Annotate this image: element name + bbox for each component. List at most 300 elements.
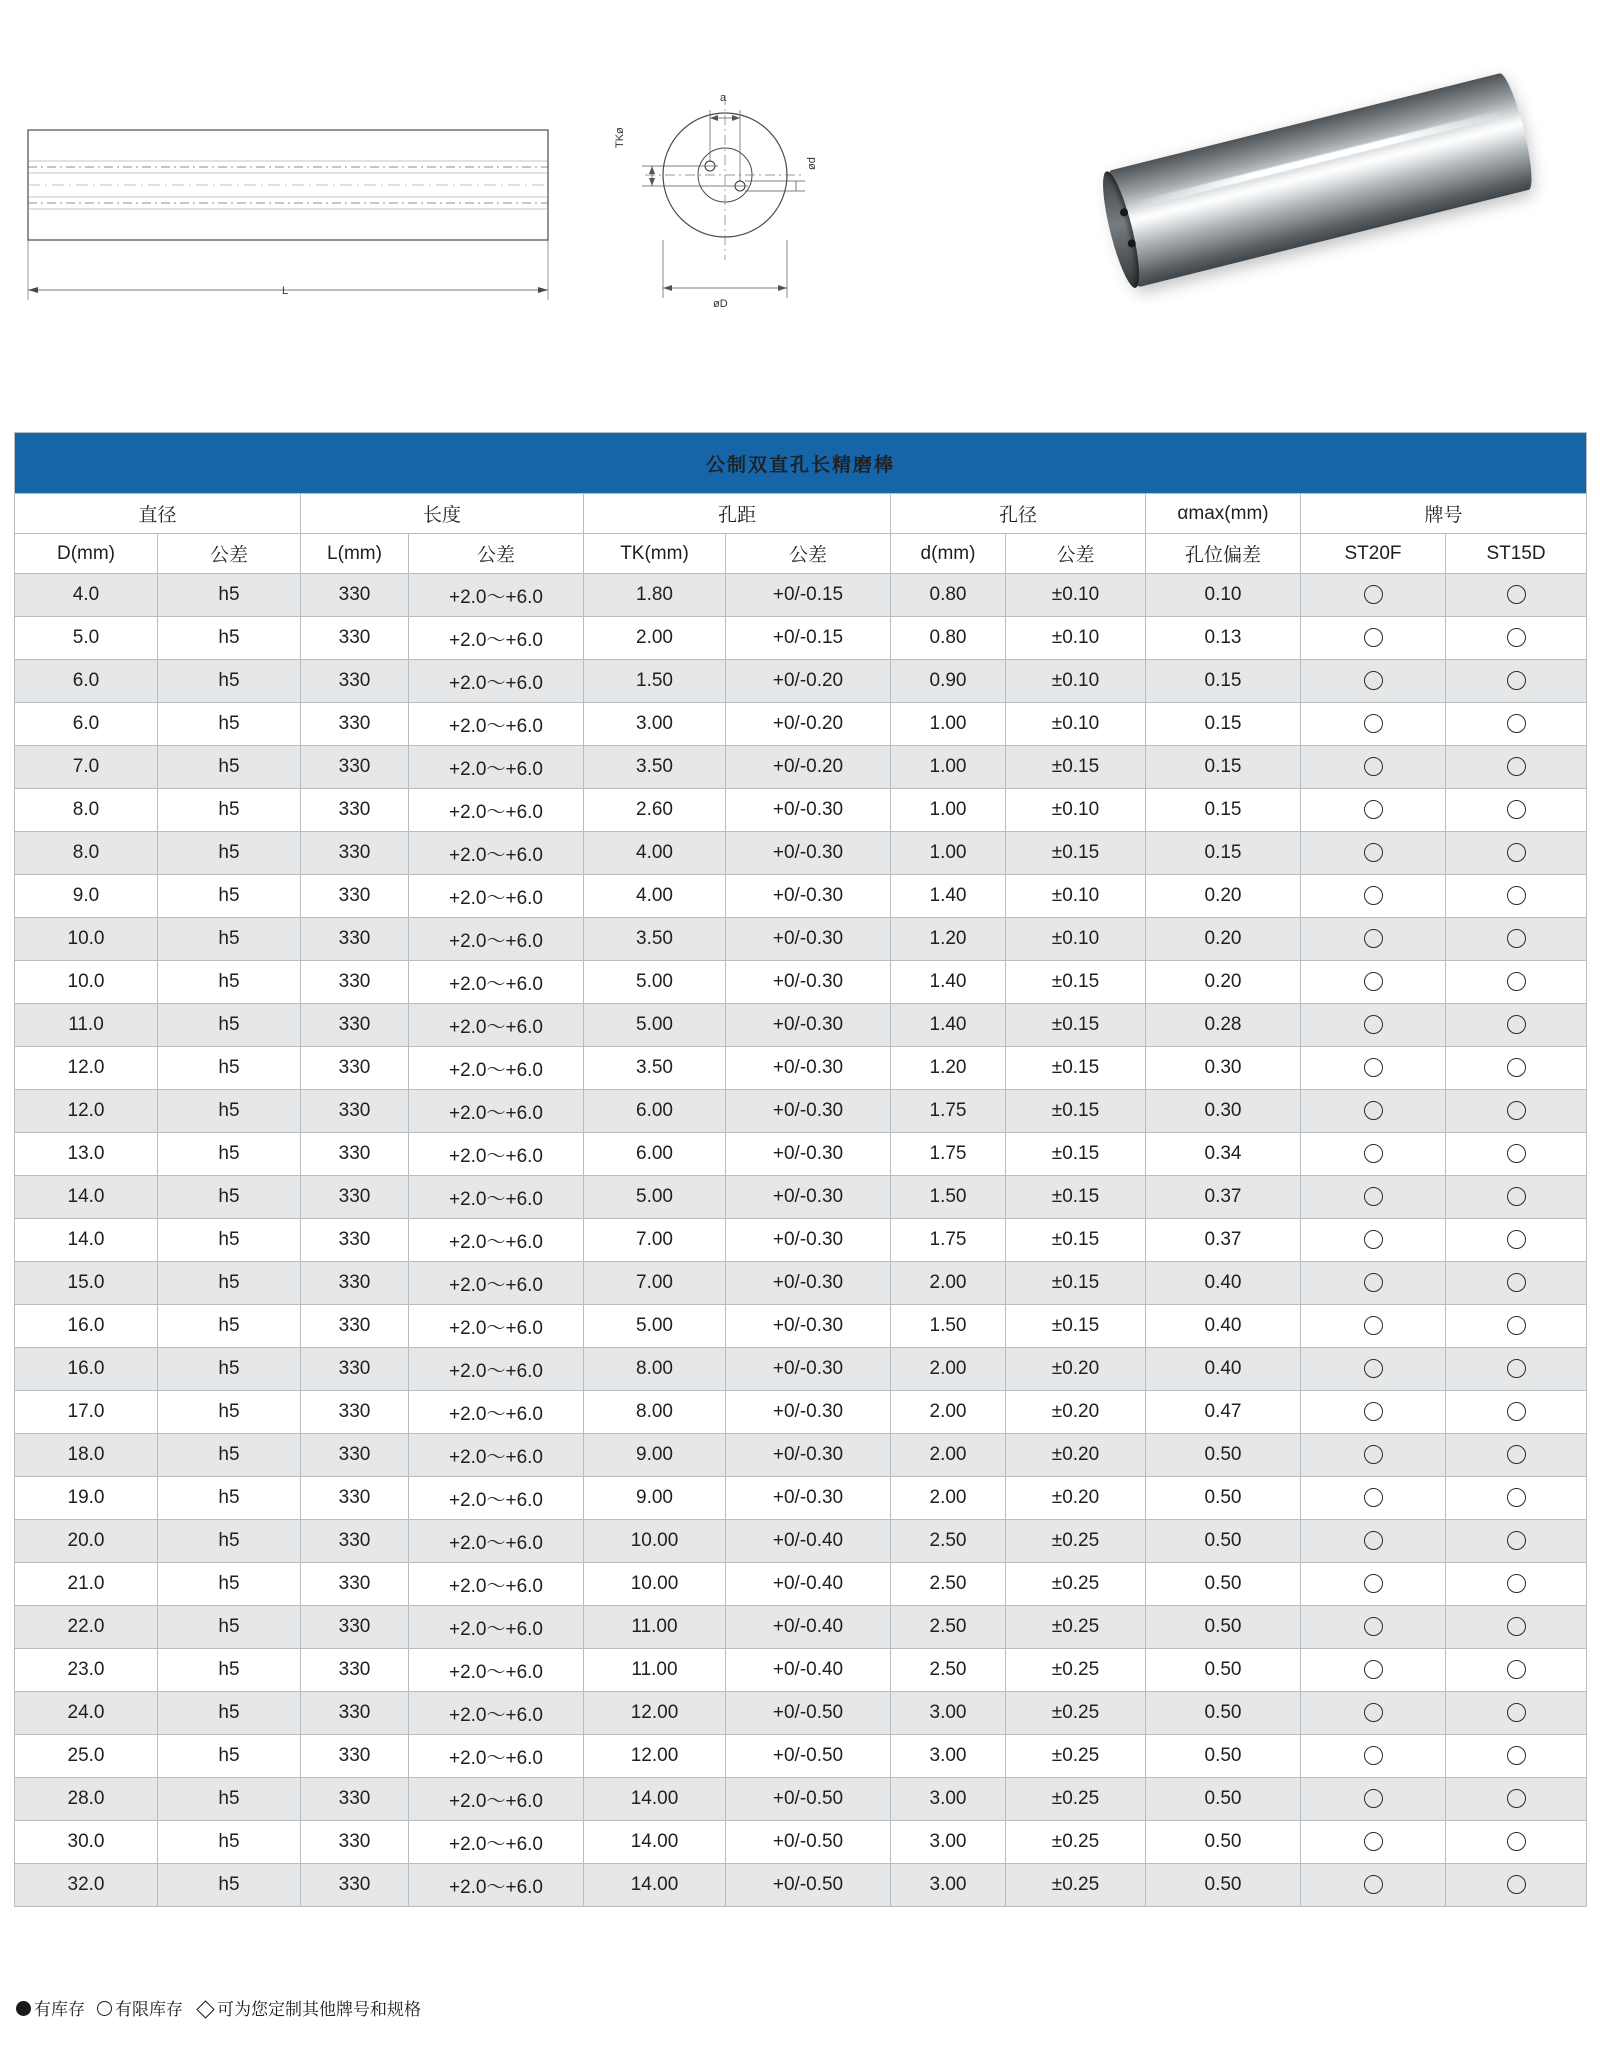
cell-alpha-max: 0.15 — [1146, 660, 1301, 703]
grade-st20f-mark — [1301, 1348, 1446, 1391]
cell-TK-tolerance: +0/-0.40 — [726, 1649, 891, 1692]
cell-D: 19.0 — [15, 1477, 158, 1520]
grade-st15d-mark — [1446, 875, 1587, 918]
cell-TK: 3.00 — [584, 703, 726, 746]
cell-alpha-max: 0.30 — [1146, 1090, 1301, 1133]
spec-table — [14, 432, 1587, 1907]
cell-L: 330 — [301, 1219, 409, 1262]
cell-L: 330 — [301, 1348, 409, 1391]
cell-alpha-max: 0.50 — [1146, 1563, 1301, 1606]
cell-L: 330 — [301, 961, 409, 1004]
cell-L-tolerance: +2.0〜+6.0 — [409, 832, 584, 875]
cell-d-tolerance: ±0.15 — [1006, 1176, 1146, 1219]
cell-L: 330 — [301, 1821, 409, 1864]
subheader-D-tol: 公差 — [158, 534, 301, 574]
table-row — [15, 1477, 1587, 1520]
open-circle-icon — [1507, 929, 1526, 948]
cell-D-tolerance: h5 — [158, 1004, 301, 1047]
table-row — [15, 1133, 1587, 1176]
cell-alpha-max: 0.40 — [1146, 1262, 1301, 1305]
cell-alpha-max: 0.50 — [1146, 1821, 1301, 1864]
cell-d: 1.75 — [891, 1219, 1006, 1262]
cell-d-tolerance: ±0.25 — [1006, 1735, 1146, 1778]
open-circle-icon — [1507, 1101, 1526, 1120]
group-header-hole-diameter: 孔径 — [891, 494, 1146, 534]
cell-TK: 9.00 — [584, 1434, 726, 1477]
grade-st20f-mark — [1301, 1133, 1446, 1176]
open-circle-icon — [1507, 1058, 1526, 1077]
cell-alpha-max: 0.15 — [1146, 746, 1301, 789]
cell-d: 2.00 — [891, 1262, 1006, 1305]
table-row — [15, 1649, 1587, 1692]
cell-d-tolerance: ±0.25 — [1006, 1563, 1146, 1606]
open-circle-icon — [1364, 1574, 1383, 1593]
open-circle-icon — [1507, 628, 1526, 647]
cell-D-tolerance: h5 — [158, 1520, 301, 1563]
cell-L: 330 — [301, 1090, 409, 1133]
cell-L: 330 — [301, 1434, 409, 1477]
cell-d-tolerance: ±0.10 — [1006, 875, 1146, 918]
grade-st20f-mark — [1301, 1563, 1446, 1606]
cell-TK: 14.00 — [584, 1778, 726, 1821]
open-circle-icon — [1364, 1703, 1383, 1722]
cell-L-tolerance: +2.0〜+6.0 — [409, 660, 584, 703]
cell-TK: 5.00 — [584, 1305, 726, 1348]
cell-alpha-max: 0.15 — [1146, 789, 1301, 832]
cell-TK: 5.00 — [584, 961, 726, 1004]
cell-D-tolerance: h5 — [158, 1606, 301, 1649]
cell-TK: 3.50 — [584, 918, 726, 961]
cell-L-tolerance: +2.0〜+6.0 — [409, 1434, 584, 1477]
cell-TK: 12.00 — [584, 1735, 726, 1778]
cell-D-tolerance: h5 — [158, 1047, 301, 1090]
cell-d: 1.40 — [891, 875, 1006, 918]
cell-D: 9.0 — [15, 875, 158, 918]
cell-L-tolerance: +2.0〜+6.0 — [409, 1778, 584, 1821]
table-row — [15, 1864, 1587, 1907]
cell-TK: 11.00 — [584, 1649, 726, 1692]
cell-alpha-max: 0.40 — [1146, 1305, 1301, 1348]
cell-D: 14.0 — [15, 1219, 158, 1262]
open-circle-icon — [1364, 757, 1383, 776]
grade-st15d-mark — [1446, 1047, 1587, 1090]
cell-d: 1.75 — [891, 1133, 1006, 1176]
cell-TK: 8.00 — [584, 1391, 726, 1434]
cross-section-svg — [600, 70, 850, 330]
grade-st15d-mark — [1446, 1563, 1587, 1606]
cell-L: 330 — [301, 832, 409, 875]
cell-d: 1.75 — [891, 1090, 1006, 1133]
cell-TK: 12.00 — [584, 1692, 726, 1735]
grade-st20f-mark — [1301, 617, 1446, 660]
group-header-alpha-max: αmax(mm) — [1146, 494, 1301, 534]
cell-TK-tolerance: +0/-0.30 — [726, 1047, 891, 1090]
table-row — [15, 832, 1587, 875]
cell-D: 5.0 — [15, 617, 158, 660]
table-row — [15, 789, 1587, 832]
cell-D: 20.0 — [15, 1520, 158, 1563]
spec-table-container — [14, 432, 1586, 1907]
open-circle-icon — [1364, 1402, 1383, 1421]
table-row — [15, 660, 1587, 703]
cell-D: 16.0 — [15, 1305, 158, 1348]
open-circle-icon — [1507, 1832, 1526, 1851]
table-row — [15, 574, 1587, 617]
table-row — [15, 1821, 1587, 1864]
grade-st20f-mark — [1301, 1821, 1446, 1864]
cell-TK-tolerance: +0/-0.30 — [726, 1133, 891, 1176]
table-row — [15, 1348, 1587, 1391]
cell-D: 4.0 — [15, 574, 158, 617]
cell-d-tolerance: ±0.15 — [1006, 746, 1146, 789]
cell-d-tolerance: ±0.20 — [1006, 1434, 1146, 1477]
cell-d-tolerance: ±0.25 — [1006, 1649, 1146, 1692]
cell-d: 2.00 — [891, 1348, 1006, 1391]
cell-D: 15.0 — [15, 1262, 158, 1305]
grade-st15d-mark — [1446, 1649, 1587, 1692]
cell-TK: 3.50 — [584, 746, 726, 789]
cell-D: 21.0 — [15, 1563, 158, 1606]
side-view-drawing — [20, 95, 560, 315]
table-row — [15, 1047, 1587, 1090]
table-row — [15, 617, 1587, 660]
cell-alpha-max: 0.37 — [1146, 1219, 1301, 1262]
cell-D-tolerance: h5 — [158, 1692, 301, 1735]
cell-L: 330 — [301, 1004, 409, 1047]
cell-TK: 6.00 — [584, 1090, 726, 1133]
cell-D: 12.0 — [15, 1047, 158, 1090]
cell-D: 7.0 — [15, 746, 158, 789]
cell-D-tolerance: h5 — [158, 1434, 301, 1477]
cell-d: 0.90 — [891, 660, 1006, 703]
open-circle-icon — [1507, 1144, 1526, 1163]
cell-TK: 5.00 — [584, 1004, 726, 1047]
cell-L-tolerance: +2.0〜+6.0 — [409, 1735, 584, 1778]
cell-d: 2.50 — [891, 1563, 1006, 1606]
cell-TK-tolerance: +0/-0.30 — [726, 1176, 891, 1219]
cell-D: 24.0 — [15, 1692, 158, 1735]
filled-circle-icon — [16, 2001, 31, 2016]
grade-st15d-mark — [1446, 1606, 1587, 1649]
legend-custom: 可为您定制其他牌号和规格 — [217, 2000, 421, 2019]
cell-L-tolerance: +2.0〜+6.0 — [409, 1520, 584, 1563]
cell-d: 2.50 — [891, 1520, 1006, 1563]
cell-TK-tolerance: +0/-0.30 — [726, 1305, 891, 1348]
cell-d-tolerance: ±0.10 — [1006, 789, 1146, 832]
open-circle-icon — [1364, 886, 1383, 905]
cell-L: 330 — [301, 1176, 409, 1219]
grade-st20f-mark — [1301, 918, 1446, 961]
grade-st20f-mark — [1301, 1047, 1446, 1090]
open-circle-icon — [1364, 1316, 1383, 1335]
legend-limited-stock: 有限库存 — [115, 2000, 183, 2019]
cell-alpha-max: 0.34 — [1146, 1133, 1301, 1176]
cell-TK: 8.00 — [584, 1348, 726, 1391]
cell-alpha-max: 0.50 — [1146, 1735, 1301, 1778]
cell-d: 0.80 — [891, 617, 1006, 660]
cell-TK: 10.00 — [584, 1520, 726, 1563]
subheader-L: L(mm) — [301, 534, 409, 574]
cell-D-tolerance: h5 — [158, 789, 301, 832]
cell-L-tolerance: +2.0〜+6.0 — [409, 1004, 584, 1047]
cell-TK: 9.00 — [584, 1477, 726, 1520]
grade-st20f-mark — [1301, 1520, 1446, 1563]
cell-TK-tolerance: +0/-0.50 — [726, 1778, 891, 1821]
cell-TK-tolerance: +0/-0.30 — [726, 789, 891, 832]
grade-st15d-mark — [1446, 789, 1587, 832]
cell-L-tolerance: +2.0〜+6.0 — [409, 1606, 584, 1649]
cell-TK-tolerance: +0/-0.30 — [726, 1477, 891, 1520]
open-circle-icon — [1364, 671, 1383, 690]
open-circle-icon — [1364, 1488, 1383, 1507]
cell-TK: 11.00 — [584, 1606, 726, 1649]
cell-D-tolerance: h5 — [158, 703, 301, 746]
cell-d: 3.00 — [891, 1778, 1006, 1821]
cell-d: 3.00 — [891, 1692, 1006, 1735]
cell-D-tolerance: h5 — [158, 1563, 301, 1606]
cell-d: 1.50 — [891, 1305, 1006, 1348]
cell-d: 1.00 — [891, 746, 1006, 789]
cell-d-tolerance: ±0.20 — [1006, 1348, 1146, 1391]
table-title: 公制双直孔长精磨棒 — [15, 433, 1587, 494]
open-circle-icon — [1507, 714, 1526, 733]
cell-alpha-max: 0.50 — [1146, 1692, 1301, 1735]
cell-L-tolerance: +2.0〜+6.0 — [409, 875, 584, 918]
open-circle-icon — [1507, 1445, 1526, 1464]
cell-d-tolerance: ±0.15 — [1006, 1047, 1146, 1090]
grade-st15d-mark — [1446, 1090, 1587, 1133]
cell-L-tolerance: +2.0〜+6.0 — [409, 1090, 584, 1133]
cell-TK: 4.00 — [584, 875, 726, 918]
cell-alpha-max: 0.50 — [1146, 1434, 1301, 1477]
cell-D-tolerance: h5 — [158, 1305, 301, 1348]
grade-st15d-mark — [1446, 961, 1587, 1004]
cell-TK-tolerance: +0/-0.30 — [726, 1391, 891, 1434]
open-circle-icon — [1364, 1660, 1383, 1679]
cell-TK-tolerance: +0/-0.40 — [726, 1520, 891, 1563]
open-circle-icon — [1364, 585, 1383, 604]
open-circle-icon — [1364, 714, 1383, 733]
cell-L: 330 — [301, 660, 409, 703]
table-row — [15, 1692, 1587, 1735]
cell-TK: 2.60 — [584, 789, 726, 832]
open-circle-icon — [1364, 1015, 1383, 1034]
open-circle-icon — [1507, 671, 1526, 690]
cell-TK-tolerance: +0/-0.15 — [726, 574, 891, 617]
cell-D-tolerance: h5 — [158, 1864, 301, 1907]
open-circle-icon — [1507, 1187, 1526, 1206]
cell-TK: 7.00 — [584, 1262, 726, 1305]
grade-st20f-mark — [1301, 1391, 1446, 1434]
cell-d: 3.00 — [891, 1821, 1006, 1864]
open-circle-icon — [1507, 1531, 1526, 1550]
grade-st20f-mark — [1301, 961, 1446, 1004]
grade-st20f-mark — [1301, 1434, 1446, 1477]
cell-alpha-max: 0.50 — [1146, 1864, 1301, 1907]
cell-D-tolerance: h5 — [158, 1090, 301, 1133]
grade-st20f-mark — [1301, 789, 1446, 832]
open-circle-icon — [1507, 1617, 1526, 1636]
cell-L: 330 — [301, 1778, 409, 1821]
side-view-svg — [20, 95, 560, 315]
cell-L-tolerance: +2.0〜+6.0 — [409, 1649, 584, 1692]
subheader-d: d(mm) — [891, 534, 1006, 574]
open-circle-icon — [1364, 1746, 1383, 1765]
cell-D-tolerance: h5 — [158, 875, 301, 918]
cell-D-tolerance: h5 — [158, 1133, 301, 1176]
grade-st20f-mark — [1301, 832, 1446, 875]
open-circle-icon — [1364, 1445, 1383, 1464]
cell-d: 3.00 — [891, 1735, 1006, 1778]
grade-st15d-mark — [1446, 1176, 1587, 1219]
cell-d-tolerance: ±0.25 — [1006, 1821, 1146, 1864]
cell-D: 10.0 — [15, 918, 158, 961]
cell-D: 18.0 — [15, 1434, 158, 1477]
cell-d: 1.00 — [891, 703, 1006, 746]
grade-st15d-mark — [1446, 1735, 1587, 1778]
cell-d: 0.80 — [891, 574, 1006, 617]
open-circle-icon — [1364, 929, 1383, 948]
cell-D: 17.0 — [15, 1391, 158, 1434]
table-row — [15, 703, 1587, 746]
cell-TK-tolerance: +0/-0.30 — [726, 961, 891, 1004]
cell-L-tolerance: +2.0〜+6.0 — [409, 1821, 584, 1864]
cell-TK: 14.00 — [584, 1821, 726, 1864]
cell-D-tolerance: h5 — [158, 1735, 301, 1778]
cell-D-tolerance: h5 — [158, 1778, 301, 1821]
cell-L-tolerance: +2.0〜+6.0 — [409, 1176, 584, 1219]
cell-L-tolerance: +2.0〜+6.0 — [409, 789, 584, 832]
table-row — [15, 961, 1587, 1004]
cell-d: 1.40 — [891, 961, 1006, 1004]
grade-st20f-mark — [1301, 574, 1446, 617]
cell-L-tolerance: +2.0〜+6.0 — [409, 1348, 584, 1391]
cell-D: 12.0 — [15, 1090, 158, 1133]
table-row — [15, 1735, 1587, 1778]
grade-st15d-mark — [1446, 660, 1587, 703]
cell-d-tolerance: ±0.10 — [1006, 617, 1146, 660]
grade-st15d-mark — [1446, 1778, 1587, 1821]
grade-st20f-mark — [1301, 1778, 1446, 1821]
grade-st20f-mark — [1301, 875, 1446, 918]
open-circle-icon — [1364, 800, 1383, 819]
open-circle-icon — [1507, 1230, 1526, 1249]
cell-D: 6.0 — [15, 660, 158, 703]
open-circle-icon — [1364, 1832, 1383, 1851]
cell-L: 330 — [301, 1305, 409, 1348]
cell-D-tolerance: h5 — [158, 1821, 301, 1864]
cell-alpha-max: 0.37 — [1146, 1176, 1301, 1219]
grade-st15d-mark — [1446, 703, 1587, 746]
table-title-row — [15, 433, 1587, 494]
open-circle-icon — [1364, 1273, 1383, 1292]
cell-d-tolerance: ±0.15 — [1006, 1090, 1146, 1133]
grade-st15d-mark — [1446, 918, 1587, 961]
grade-st20f-mark — [1301, 1649, 1446, 1692]
cell-d: 1.50 — [891, 1176, 1006, 1219]
cell-D: 22.0 — [15, 1606, 158, 1649]
subheader-grade-st15d: ST15D — [1446, 534, 1587, 574]
open-circle-icon — [97, 2001, 112, 2016]
open-circle-icon — [1364, 1058, 1383, 1077]
subheader-grade-st20f: ST20F — [1301, 534, 1446, 574]
legend-in-stock: 有库存 — [34, 2000, 85, 2019]
grade-st15d-mark — [1446, 1821, 1587, 1864]
cell-L: 330 — [301, 789, 409, 832]
grade-st15d-mark — [1446, 1434, 1587, 1477]
cross-section-drawing — [600, 70, 850, 330]
grade-st15d-mark — [1446, 1348, 1587, 1391]
cell-d-tolerance: ±0.15 — [1006, 1305, 1146, 1348]
cell-d-tolerance: ±0.15 — [1006, 1262, 1146, 1305]
cell-D: 25.0 — [15, 1735, 158, 1778]
table-row — [15, 1563, 1587, 1606]
grade-st20f-mark — [1301, 1004, 1446, 1047]
cell-TK: 5.00 — [584, 1176, 726, 1219]
cell-D: 32.0 — [15, 1864, 158, 1907]
cell-TK-tolerance: +0/-0.30 — [726, 1262, 891, 1305]
cell-D: 8.0 — [15, 832, 158, 875]
grade-st20f-mark — [1301, 746, 1446, 789]
cell-alpha-max: 0.15 — [1146, 703, 1301, 746]
a-dimension-label: a — [720, 92, 727, 104]
cell-D-tolerance: h5 — [158, 832, 301, 875]
cell-D-tolerance: h5 — [158, 918, 301, 961]
cell-TK-tolerance: +0/-0.30 — [726, 1219, 891, 1262]
cell-d-tolerance: ±0.25 — [1006, 1864, 1146, 1907]
grade-st15d-mark — [1446, 1262, 1587, 1305]
length-dimension-label: L — [282, 285, 289, 297]
group-header-length: 长度 — [301, 494, 584, 534]
cell-d: 2.50 — [891, 1606, 1006, 1649]
cell-alpha-max: 0.20 — [1146, 918, 1301, 961]
cell-L: 330 — [301, 1606, 409, 1649]
cell-d-tolerance: ±0.25 — [1006, 1520, 1146, 1563]
cell-D-tolerance: h5 — [158, 961, 301, 1004]
cell-d-tolerance: ±0.10 — [1006, 660, 1146, 703]
subheader-L-tol: 公差 — [409, 534, 584, 574]
cell-TK: 3.50 — [584, 1047, 726, 1090]
open-circle-icon — [1507, 886, 1526, 905]
open-circle-icon — [1507, 972, 1526, 991]
grade-st20f-mark — [1301, 1692, 1446, 1735]
cell-TK-tolerance: +0/-0.30 — [726, 1348, 891, 1391]
cell-d-tolerance: ±0.15 — [1006, 1133, 1146, 1176]
cell-D: 11.0 — [15, 1004, 158, 1047]
table-row — [15, 1391, 1587, 1434]
cell-d-tolerance: ±0.25 — [1006, 1692, 1146, 1735]
cell-L: 330 — [301, 1133, 409, 1176]
grade-st20f-mark — [1301, 1262, 1446, 1305]
open-circle-icon — [1507, 1488, 1526, 1507]
cell-L: 330 — [301, 574, 409, 617]
cell-L-tolerance: +2.0〜+6.0 — [409, 1262, 584, 1305]
cell-L: 330 — [301, 1477, 409, 1520]
cell-d: 2.00 — [891, 1391, 1006, 1434]
cell-d-tolerance: ±0.20 — [1006, 1391, 1146, 1434]
cell-d-tolerance: ±0.10 — [1006, 574, 1146, 617]
cell-TK: 1.80 — [584, 574, 726, 617]
cell-L: 330 — [301, 1262, 409, 1305]
cell-d: 1.00 — [891, 789, 1006, 832]
table-row — [15, 746, 1587, 789]
cell-alpha-max: 0.50 — [1146, 1649, 1301, 1692]
cell-alpha-max: 0.28 — [1146, 1004, 1301, 1047]
open-circle-icon — [1507, 1402, 1526, 1421]
grade-st15d-mark — [1446, 832, 1587, 875]
grade-st20f-mark — [1301, 1864, 1446, 1907]
cell-D: 30.0 — [15, 1821, 158, 1864]
